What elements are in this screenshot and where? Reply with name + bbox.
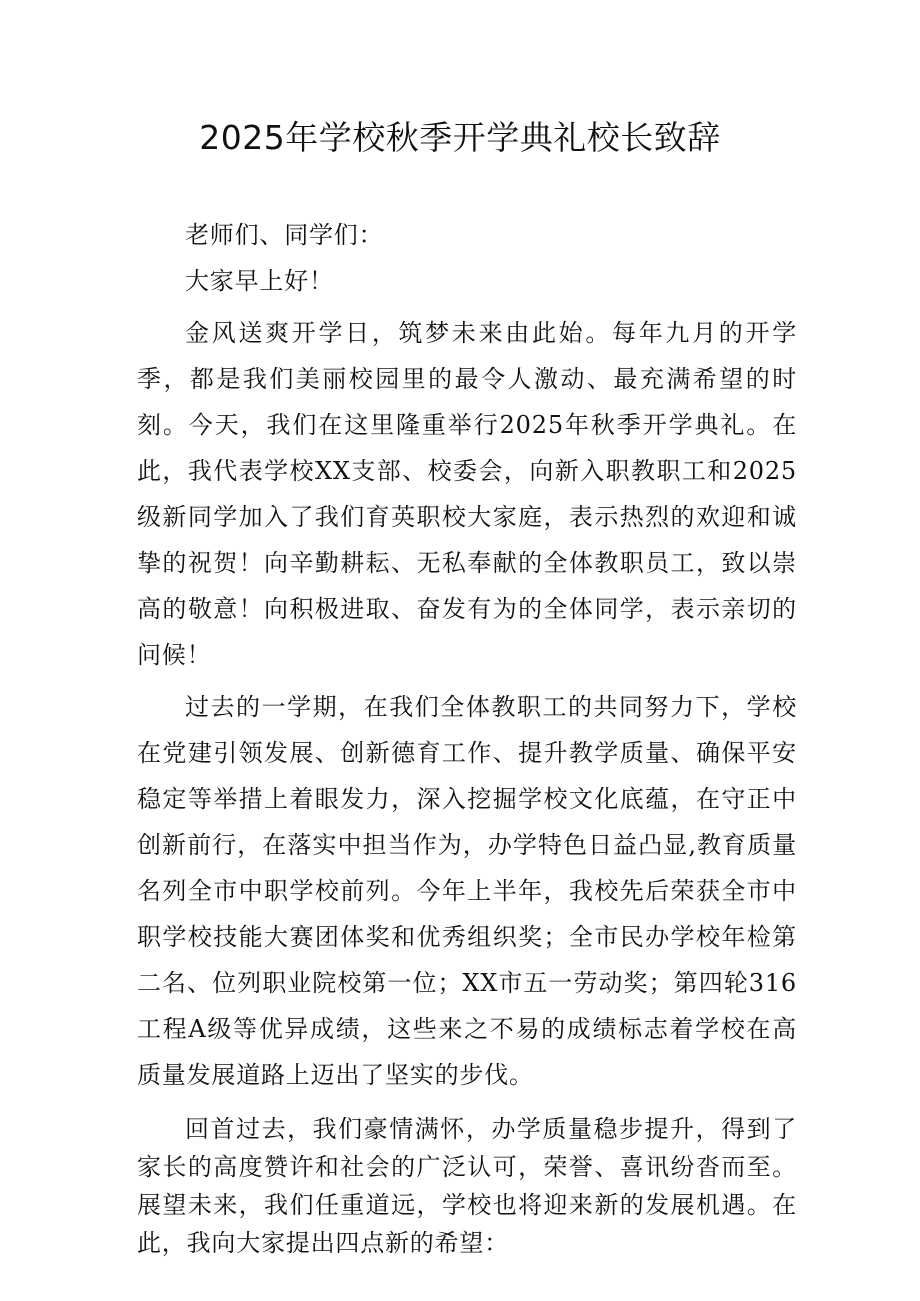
paragraph-outlook: 回首过去，我们豪情满怀，办学质量稳步提升，得到了家长的高度赞许和社会的广泛认可，荣誉、喜讯纷沓而至。展望未来，我们任重道远，学校也将迎来新的发展机遇。在此，我向大家提出四点新的希望： — [137, 1115, 797, 1257]
salutation: 老师们、同学们： — [185, 221, 384, 249]
document-body — [137, 212, 797, 1262]
page-title: 2025年学校秋季开学典礼校长致辞 — [199, 118, 721, 157]
paragraph-achievements: 过去的一学期，在我们全体教职工的共同努力下，学校在党建引领发展、创新德育工作、提升教学质量、确保平安稳定等举措上着眼发力，深入挖掘学校文化底蕴，在守正中创新前行，在落实中担当作为，办学特色日益凸显,教育质量名列全市中职学校前列。今年上半年，我校先后荣获全市中职学校技能大赛团体奖和优秀组织奖；全市民办学校年检第二名、位列职业院校第一位；XX市五一劳动奖；第四轮316工程A级等优异成绩，这些来之不易的成绩标志着学校在高质量发展道路上迈出了坚实的步伐。 — [137, 693, 797, 1089]
paragraph-welcome: 金风送爽开学日，筑梦未来由此始。每年九月的开学季，都是我们美丽校园里的最令人激动、最充满希望的时刻。今天，我们在这里隆重举行2025年秋季开学典礼。在此，我代表学校XX支部、校委会，向新入职教职工和2025级新同学加入了我们育英职校大家庭，表示热烈的欢迎和诚挚的祝贺！向辛勤耕耘、无私奉献的全体教职员工，致以崇高的敬意！向积极进取、奋发有为的全体同学，表示亲切的问候！ — [137, 319, 797, 669]
greeting: 大家早上好！ — [185, 267, 334, 295]
